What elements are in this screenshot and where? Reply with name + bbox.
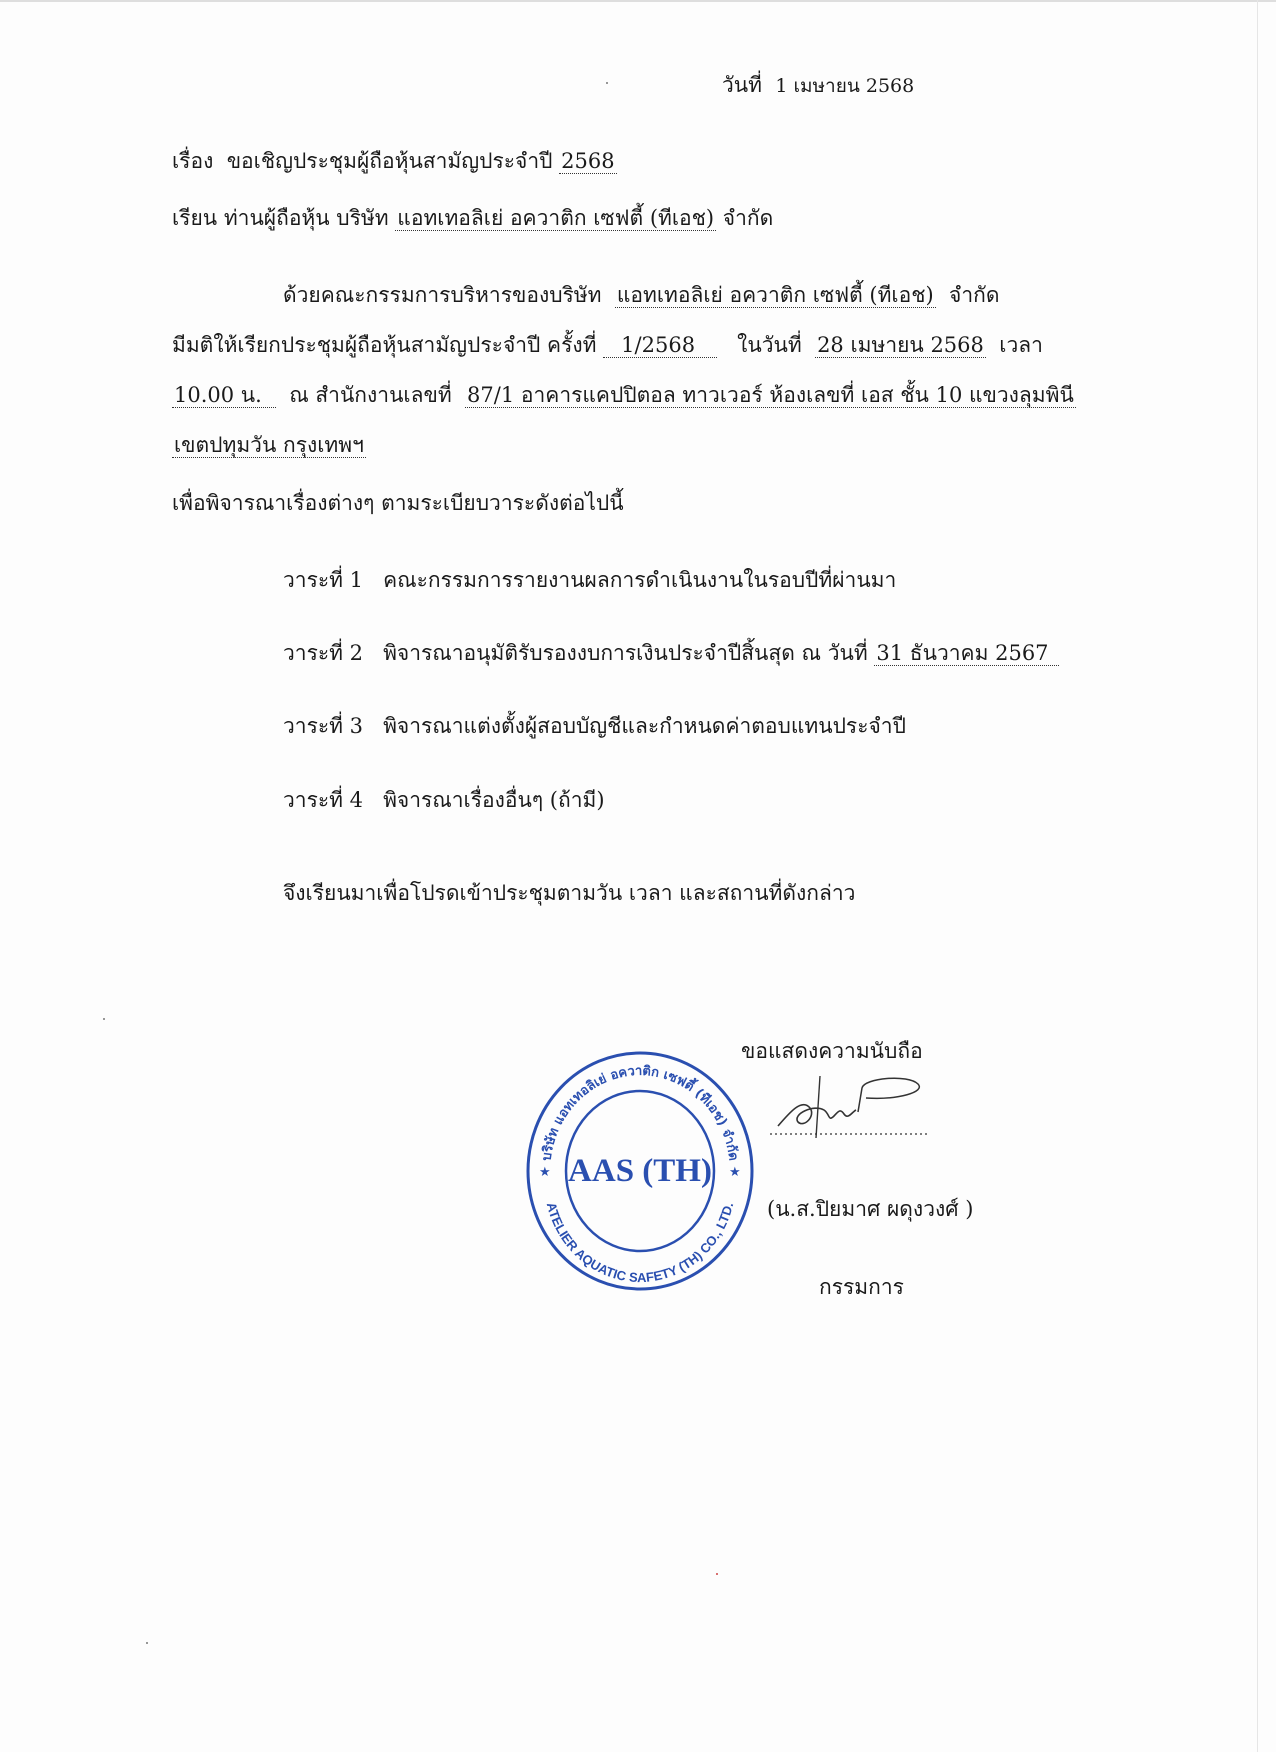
agenda-item-3-label: วาระที่ 3 xyxy=(283,714,364,738)
venue-line-2: เขตปทุมวัน กรุงเทพฯ xyxy=(174,433,364,457)
scan-edge-top xyxy=(0,0,1276,2)
subject-line xyxy=(172,146,617,176)
seal-bottom-text: ATELIER AQUATIC SAFETY (TH) CO., LTD. xyxy=(543,1200,737,1286)
body-line-1-prefix: ด้วยคณะกรรมการบริหารของบริษัท xyxy=(283,283,602,307)
body-line-2-mid: ในวันที่ xyxy=(737,333,802,357)
position-line xyxy=(819,1272,904,1302)
signer-name: (น.ส.ปิยมาศ ผดุงวงศ์ ) xyxy=(767,1197,974,1221)
signature-image xyxy=(768,1068,938,1138)
scan-speck xyxy=(146,1642,148,1644)
svg-text:ATELIER AQUATIC SAFETY (TH) CO xyxy=(544,1201,737,1285)
body-line-1-suffix: จำกัด xyxy=(949,283,1000,307)
subject-text: ขอเชิญประชุมผู้ถือหุ้นสามัญประจำปี xyxy=(226,149,553,173)
agenda-item-2-date: 31 ธันวาคม 2567 xyxy=(874,641,1058,666)
agenda-item-4 xyxy=(283,785,605,815)
recipient-suffix: จำกัด xyxy=(722,206,774,230)
scan-speck xyxy=(606,82,608,84)
body-line-2-prefix: มีมติให้เรียกประชุมผู้ถือหุ้นสามัญประจำปี ครั้งที่ xyxy=(172,333,597,357)
agenda-item-1-text: คณะกรรมการรายงานผลการดำเนินงานในรอบปีที่ผ่านมา xyxy=(383,568,897,592)
seal-star-right: ★ xyxy=(729,1165,741,1180)
scan-speck xyxy=(103,1018,105,1020)
date-line xyxy=(722,70,914,101)
body-company: แอทเทอลิเย่ อควาติก เซฟตี้ (ทีเอช) xyxy=(616,283,934,307)
agenda-intro-text: เพื่อพิจารณาเรื่องต่างๆ ตามระเบียบวาระดังต่อไปนี้ xyxy=(172,491,624,515)
agenda-item-1 xyxy=(283,565,896,595)
scan-edge-right xyxy=(1257,0,1258,1752)
venue-label: ณ สำนักงานเลขที่ xyxy=(289,383,452,407)
meeting-number: 1/2568 xyxy=(603,333,717,358)
signer-position: กรรมการ xyxy=(819,1275,904,1299)
closing-line xyxy=(283,878,855,908)
agenda-item-3-text: พิจารณาแต่งตั้งผู้สอบบัญชีและกำหนดค่าตอบแทนประจำปี xyxy=(383,714,906,738)
agenda-item-2-text: พิจารณาอนุมัติรับรองงบการเงินประจำปีสิ้นสุด ณ วันที่ xyxy=(383,641,868,665)
subject-label: เรื่อง xyxy=(172,149,214,173)
body-line-2-suffix: เวลา xyxy=(999,333,1043,357)
seal-star-left: ★ xyxy=(539,1165,551,1180)
meeting-time: 10.00 น. xyxy=(172,383,276,408)
company-seal xyxy=(516,1040,764,1302)
date-label: วันที่ xyxy=(722,73,762,97)
subject-year: 2568 xyxy=(561,149,615,173)
closing-text: จึงเรียนมาเพื่อโปรดเข้าประชุมตามวัน เวลา และสถานที่ดังกล่าว xyxy=(283,881,856,905)
venue-line-1: 87/1 อาคารแคปปิตอล ทาวเวอร์ ห้องเลขที่ เอส ชั้น 10 แขวงลุมพินี xyxy=(467,383,1074,407)
seal-center-text: AAS (TH) xyxy=(568,1153,712,1189)
recipient-company: แอทเทอลิเย่ อควาติก เซฟตี้ (ทีเอช) xyxy=(397,206,715,230)
agenda-item-2 xyxy=(283,638,1059,668)
body-line-2 xyxy=(172,330,1043,360)
regards-line xyxy=(741,1036,923,1066)
scan-speck xyxy=(716,1573,718,1575)
recipient-text: ท่านผู้ถือหุ้น บริษัท xyxy=(223,206,389,230)
recipient-line xyxy=(172,203,773,233)
date-value: 1 เมษายน 2568 xyxy=(775,75,915,97)
body-line-4 xyxy=(172,430,366,460)
meeting-date: 28 เมษายน 2568 xyxy=(817,333,984,357)
body-line-3 xyxy=(172,380,1076,410)
body-line-1 xyxy=(283,280,999,310)
recipient-label: เรียน xyxy=(172,206,218,230)
regards-text: ขอแสดงความนับถือ xyxy=(741,1039,923,1063)
agenda-item-4-text: พิจารณาเรื่องอื่นๆ (ถ้ามี) xyxy=(383,788,605,812)
agenda-item-4-label: วาระที่ 4 xyxy=(283,788,364,812)
agenda-item-3 xyxy=(283,711,906,741)
agenda-item-1-label: วาระที่ 1 xyxy=(283,568,364,592)
agenda-intro xyxy=(172,488,624,518)
seal-top-text: บริษัท แอทเทอลิเย่ อควาติก เซฟตี้ (ทีเอช) จำกัด xyxy=(539,1063,741,1162)
signer-line xyxy=(767,1194,973,1224)
agenda-item-2-label: วาระที่ 2 xyxy=(283,641,364,665)
